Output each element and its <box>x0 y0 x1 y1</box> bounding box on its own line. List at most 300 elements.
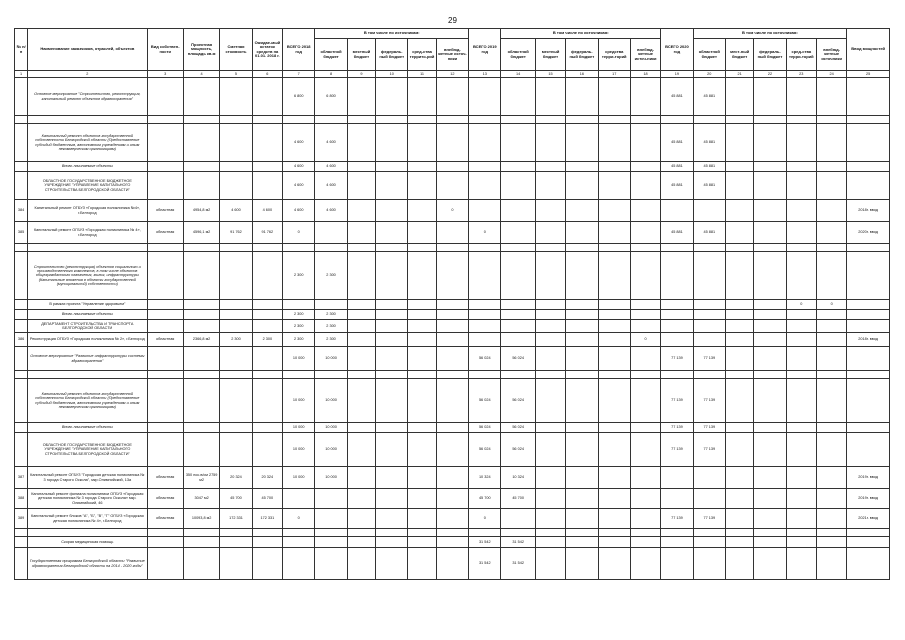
table-cell <box>501 333 535 347</box>
table-cell <box>347 371 375 379</box>
table-cell <box>566 162 598 172</box>
table-cell: 4 600 <box>283 200 315 222</box>
table-row <box>15 162 890 172</box>
table-cell <box>408 116 436 124</box>
table-cell <box>535 300 565 310</box>
table-cell <box>283 537 315 548</box>
table-cell <box>661 548 693 580</box>
column-number: 18 <box>630 71 660 78</box>
table-cell: 0 <box>436 200 468 222</box>
table-cell: 45 700 <box>220 489 252 509</box>
table-cell: 0 <box>283 509 315 529</box>
row-number-cell <box>15 320 28 333</box>
table-cell <box>535 379 565 423</box>
table-cell <box>693 333 725 347</box>
table-cell <box>816 509 846 529</box>
table-cell <box>598 200 630 222</box>
table-cell <box>147 423 183 433</box>
row-name-cell <box>28 244 147 252</box>
table-cell <box>183 78 219 116</box>
table-cell <box>252 172 282 200</box>
table-cell <box>147 116 183 124</box>
table-cell <box>566 310 598 320</box>
table-cell <box>252 162 282 172</box>
table-cell: 56 024 <box>469 423 501 433</box>
row-number-cell <box>15 347 28 371</box>
table-cell <box>598 320 630 333</box>
table-row <box>15 78 890 116</box>
table-cell <box>693 116 725 124</box>
row-number-cell <box>15 371 28 379</box>
table-cell <box>725 200 753 222</box>
column-number: 23 <box>786 71 816 78</box>
table-cell <box>566 548 598 580</box>
table-cell <box>754 433 786 467</box>
row-number-cell <box>15 124 28 162</box>
table-cell <box>408 244 436 252</box>
table-cell <box>725 371 753 379</box>
column-number: 15 <box>535 71 565 78</box>
table-cell <box>408 467 436 489</box>
table-row <box>15 529 890 537</box>
table-cell <box>725 244 753 252</box>
table-cell <box>786 379 816 423</box>
table-cell <box>315 529 347 537</box>
column-number: 5 <box>220 71 252 78</box>
table-cell <box>252 537 282 548</box>
table-cell <box>436 509 468 529</box>
table-cell <box>147 124 183 162</box>
table-cell: областная <box>147 200 183 222</box>
table-cell: 56 024 <box>469 379 501 423</box>
table-cell <box>816 333 846 347</box>
row-name-cell: В рамках проекта "Управление здоровьем" <box>28 300 147 310</box>
table-cell <box>220 371 252 379</box>
table-cell <box>436 252 468 300</box>
column-number: 9 <box>347 71 375 78</box>
table-cell: 77 139 <box>661 347 693 371</box>
table-cell <box>436 548 468 580</box>
table-row <box>15 252 890 300</box>
table-cell <box>816 200 846 222</box>
table-cell <box>376 467 408 489</box>
table-cell <box>786 347 816 371</box>
table-cell <box>469 371 501 379</box>
table-cell <box>347 300 375 310</box>
table-cell <box>252 310 282 320</box>
table-row <box>15 371 890 379</box>
table-cell: 0 <box>816 300 846 310</box>
table-cell <box>786 371 816 379</box>
column-number: 11 <box>408 71 436 78</box>
table-row <box>15 200 890 222</box>
table-cell <box>754 529 786 537</box>
row-name-cell: Основное мероприятие "Развитие инфраструктуры системы здравоохранения" <box>28 347 147 371</box>
table-cell <box>535 116 565 124</box>
table-cell <box>220 433 252 467</box>
table-cell <box>376 78 408 116</box>
table-cell <box>630 244 660 252</box>
table-cell: 4 600 <box>283 172 315 200</box>
row-number-cell <box>15 78 28 116</box>
table-cell <box>183 371 219 379</box>
table-cell <box>347 78 375 116</box>
table-cell: 45 700 <box>501 489 535 509</box>
column-number: 21 <box>725 71 753 78</box>
table-cell <box>535 162 565 172</box>
row-number-cell <box>15 548 28 580</box>
table-cell <box>754 162 786 172</box>
table-cell <box>252 124 282 162</box>
table-cell <box>376 300 408 310</box>
table-cell <box>725 310 753 320</box>
table-cell <box>183 244 219 252</box>
table-cell: 45 881 <box>661 172 693 200</box>
table-row <box>15 124 890 162</box>
table-cell <box>408 371 436 379</box>
table-cell <box>630 347 660 371</box>
table-cell <box>347 509 375 529</box>
table-cell <box>283 371 315 379</box>
table-cell: 10 000 <box>283 467 315 489</box>
table-cell <box>347 116 375 124</box>
table-cell <box>535 310 565 320</box>
table-cell <box>786 509 816 529</box>
table-cell: 45 881 <box>661 222 693 244</box>
table-cell <box>754 423 786 433</box>
table-cell <box>630 252 660 300</box>
table-cell <box>183 116 219 124</box>
table-cell <box>252 347 282 371</box>
header-source-2019-3: федераль-ный бюджет <box>566 39 598 71</box>
column-number: 13 <box>469 71 501 78</box>
table-cell: 10 000 <box>315 467 347 489</box>
table-cell <box>408 320 436 333</box>
table-cell <box>847 172 890 200</box>
table-cell <box>347 124 375 162</box>
row-number-cell <box>15 529 28 537</box>
table-cell <box>598 467 630 489</box>
row-name-cell: Капитальный ремонт ОГБУЗ «Городская поликлиника №4», г.Белгород <box>28 200 147 222</box>
table-cell <box>847 548 890 580</box>
header-source-2020-4: сред-ства терри-торий <box>786 39 816 71</box>
table-cell: 0 <box>469 222 501 244</box>
table-cell <box>786 320 816 333</box>
table-cell: 2020г. ввод <box>847 222 890 244</box>
table-cell <box>535 244 565 252</box>
table-cell: 0 <box>469 509 501 529</box>
table-cell <box>183 379 219 423</box>
table-cell <box>147 162 183 172</box>
table-cell <box>535 252 565 300</box>
table-cell <box>693 467 725 489</box>
table-cell: 45 881 <box>693 78 725 116</box>
table-cell <box>501 320 535 333</box>
table-cell <box>376 244 408 252</box>
table-cell <box>630 433 660 467</box>
column-number: 16 <box>566 71 598 78</box>
table-cell <box>598 222 630 244</box>
table-cell <box>566 200 598 222</box>
table-cell <box>147 371 183 379</box>
table-cell <box>847 423 890 433</box>
table-cell <box>598 537 630 548</box>
table-cell <box>598 252 630 300</box>
table-cell <box>847 347 890 371</box>
row-name-cell <box>28 371 147 379</box>
table-cell: 6 800 <box>315 78 347 116</box>
table-cell <box>408 509 436 529</box>
table-cell: 31 542 <box>469 537 501 548</box>
table-cell <box>754 489 786 509</box>
header-source-2020-1: областной бюджет <box>693 39 725 71</box>
table-cell <box>220 78 252 116</box>
table-row <box>15 116 890 124</box>
table-cell: 10 324 <box>501 467 535 489</box>
row-name-cell: Строительство (реконструкция) объектов социального и производственного комплексов, в том числе объектов общегражданского назначения, жилья, инфраструктуры (Капитальные вложения в объекты государственной (муниципальной) собственности) <box>28 252 147 300</box>
table-cell <box>661 489 693 509</box>
table-cell <box>252 300 282 310</box>
table-cell: 2 300 <box>315 320 347 333</box>
header-source-2018-1: областной бюджет <box>315 39 347 71</box>
table-cell <box>501 300 535 310</box>
table-row <box>15 222 890 244</box>
row-name-cell: Скорая медицинская помощь <box>28 537 147 548</box>
header-total-2020: ВСЕГО 2020 год <box>661 29 693 71</box>
row-name-cell: Основное мероприятие "Строительство, реконструкция, капитальный ремонт объектов здравоохранения" <box>28 78 147 116</box>
table-cell <box>630 78 660 116</box>
table-cell <box>566 489 598 509</box>
table-cell <box>786 537 816 548</box>
table-cell <box>147 347 183 371</box>
table-cell <box>183 162 219 172</box>
table-cell: 2 300 <box>283 310 315 320</box>
table-cell <box>566 537 598 548</box>
table-cell <box>220 172 252 200</box>
table-cell <box>630 423 660 433</box>
table-cell <box>598 162 630 172</box>
table-cell: 10 000 <box>315 347 347 371</box>
table-cell <box>725 423 753 433</box>
table-cell <box>501 244 535 252</box>
table-cell <box>847 433 890 467</box>
table-cell: 10 000 <box>283 347 315 371</box>
table-cell <box>661 467 693 489</box>
table-cell: 77 139 <box>693 433 725 467</box>
table-cell <box>376 333 408 347</box>
table-cell <box>847 116 890 124</box>
table-cell: 45 881 <box>693 162 725 172</box>
table-cell <box>816 347 846 371</box>
table-cell: 10 000 <box>283 423 315 433</box>
table-cell <box>816 310 846 320</box>
table-cell <box>408 333 436 347</box>
column-number: 4 <box>183 71 219 78</box>
table-cell <box>661 116 693 124</box>
header-total-2019: ВСЕГО 2019 год <box>469 29 501 71</box>
table-cell: 56 024 <box>469 433 501 467</box>
header-name: Наименование заказчиков, отраслей, объектов <box>28 29 147 71</box>
header-source-2018-2: местный бюджет <box>347 39 375 71</box>
row-name-cell: Капитальный ремонт объектов государственной собственности Белгородской области (Предоставление субсидий бюджетным, автономным учреждениям и иным некоммерческим организациям) <box>28 379 147 423</box>
table-cell <box>598 333 630 347</box>
table-cell <box>376 124 408 162</box>
table-cell <box>630 116 660 124</box>
table-cell <box>725 433 753 467</box>
table-cell <box>376 548 408 580</box>
table-cell <box>147 537 183 548</box>
table-cell <box>816 252 846 300</box>
table-cell <box>183 172 219 200</box>
table-cell <box>693 529 725 537</box>
table-cell <box>598 347 630 371</box>
table-cell <box>598 423 630 433</box>
table-cell <box>693 244 725 252</box>
table-cell <box>252 116 282 124</box>
table-cell <box>847 379 890 423</box>
table-cell <box>725 379 753 423</box>
table-cell <box>315 548 347 580</box>
header-sources-2018: В том числе по источникам: <box>315 29 469 39</box>
table-cell <box>816 124 846 162</box>
row-number-cell: 385 <box>15 222 28 244</box>
table-cell: 2021г. ввод <box>847 509 890 529</box>
table-cell <box>754 116 786 124</box>
table-cell <box>754 244 786 252</box>
header-source-2019-2: местный бюджет <box>535 39 565 71</box>
row-number-cell: 386 <box>15 333 28 347</box>
table-cell <box>816 116 846 124</box>
row-name-cell: Реконструкция ОГБУЗ «Городская поликлиника № 2», г.Белгород <box>28 333 147 347</box>
table-cell <box>754 172 786 200</box>
table-cell <box>436 333 468 347</box>
header-source-2018-5: внебюд-жетные источ-ники <box>436 39 468 71</box>
row-name-cell: Государственная программа Белгородской области "Развитие здравоохранения Белгородской области на 2014 - 2020 годы" <box>28 548 147 580</box>
column-number: 8 <box>315 71 347 78</box>
budget-table <box>14 28 890 580</box>
table-cell: 45 881 <box>693 172 725 200</box>
header-source-2020-3: федераль-ный бюджет <box>754 39 786 71</box>
table-cell <box>725 529 753 537</box>
table-cell: 2018г. ввод <box>847 333 890 347</box>
table-row <box>15 433 890 467</box>
table-cell <box>566 222 598 244</box>
table-cell <box>408 529 436 537</box>
table-cell <box>786 252 816 300</box>
table-cell <box>598 310 630 320</box>
row-name-cell: ДЕПАРТАМЕНТ СТРОИТЕЛЬСТВА И ТРАНСПОРТА БЕЛГОРОДСКОЙ ОБЛАСТИ <box>28 320 147 333</box>
table-cell <box>315 116 347 124</box>
table-cell <box>754 252 786 300</box>
table-cell <box>566 509 598 529</box>
table-cell <box>436 529 468 537</box>
table-cell <box>183 347 219 371</box>
table-cell: 4 600 <box>283 162 315 172</box>
table-cell <box>283 116 315 124</box>
page-number: 29 <box>448 16 457 25</box>
header-sources-2019: В том числе по источникам: <box>501 29 661 39</box>
table-cell <box>630 529 660 537</box>
table-cell <box>754 347 786 371</box>
table-cell <box>347 222 375 244</box>
table-cell <box>376 172 408 200</box>
column-number: 22 <box>754 71 786 78</box>
table-cell <box>598 433 630 467</box>
table-cell: 172 331 <box>252 509 282 529</box>
row-number-cell <box>15 300 28 310</box>
table-cell <box>725 467 753 489</box>
table-cell <box>754 379 786 423</box>
table-cell <box>598 172 630 200</box>
table-cell <box>630 310 660 320</box>
table-cell <box>376 116 408 124</box>
table-cell <box>535 347 565 371</box>
table-cell <box>847 320 890 333</box>
table-cell <box>816 379 846 423</box>
table-cell <box>816 172 846 200</box>
table-cell <box>566 300 598 310</box>
table-cell <box>786 124 816 162</box>
header-ownership: Вид собствен-ности <box>147 29 183 71</box>
table-cell <box>408 200 436 222</box>
table-cell: 77 139 <box>661 509 693 529</box>
table-cell <box>693 252 725 300</box>
table-cell <box>252 423 282 433</box>
table-cell <box>220 320 252 333</box>
table-cell <box>598 489 630 509</box>
table-cell <box>408 252 436 300</box>
table-cell <box>376 347 408 371</box>
table-cell <box>501 172 535 200</box>
table-cell <box>252 548 282 580</box>
table-cell <box>725 124 753 162</box>
table-cell <box>693 489 725 509</box>
table-cell: 3047 м2 <box>183 489 219 509</box>
table-cell: 45 881 <box>693 222 725 244</box>
table-cell <box>183 423 219 433</box>
column-number: 14 <box>501 71 535 78</box>
table-cell: 2019г. ввод <box>847 467 890 489</box>
table-cell <box>436 78 468 116</box>
table-cell <box>661 529 693 537</box>
table-cell <box>347 310 375 320</box>
table-cell <box>847 310 890 320</box>
table-cell <box>786 433 816 467</box>
table-cell <box>347 333 375 347</box>
table-cell <box>754 300 786 310</box>
table-cell <box>535 548 565 580</box>
table-cell <box>566 320 598 333</box>
table-cell <box>535 200 565 222</box>
table-cell <box>725 548 753 580</box>
table-cell <box>566 116 598 124</box>
table-cell <box>436 379 468 423</box>
table-cell <box>252 529 282 537</box>
table-cell: 2 300 <box>252 333 282 347</box>
table-cell: 4 600 <box>283 124 315 162</box>
table-cell <box>725 489 753 509</box>
table-cell <box>693 300 725 310</box>
table-cell <box>283 529 315 537</box>
row-number-cell <box>15 162 28 172</box>
row-number-cell: 389 <box>15 509 28 529</box>
column-number: 1 <box>15 71 28 78</box>
table-cell <box>501 529 535 537</box>
table-cell <box>347 172 375 200</box>
row-name-cell: Вновь начинаемые объекты <box>28 162 147 172</box>
table-row <box>15 489 890 509</box>
table-cell <box>786 548 816 580</box>
